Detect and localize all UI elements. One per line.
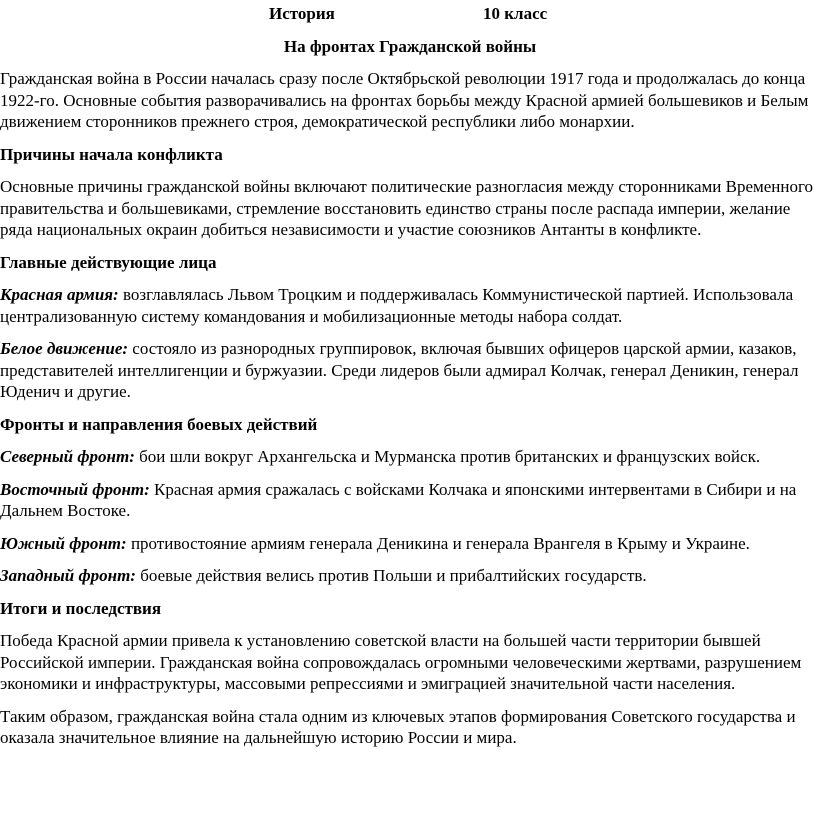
fronts-heading: Фронты и направления боевых действий	[0, 414, 318, 434]
grade-label: 10 класс	[483, 4, 548, 23]
actor-term: Красная армия:	[0, 285, 119, 304]
front-eastern	[0, 479, 816, 522]
causes-heading: Причины начала конфликта	[0, 144, 223, 164]
front-description: бои шли вокруг Архангельска и Мурманска против британских и французских войск.	[134, 447, 761, 466]
front-northern	[0, 446, 816, 468]
actor-white-movement	[0, 338, 816, 403]
actor-description: состояло из разнородных группировок, включая бывших офицеров царской армии, казаков, представителей интеллигенции и буржуазии. Среди лидеров были адмирал Колчак, генерал Деникин, генерал Юденич и другие.	[0, 339, 799, 401]
results-heading: Итоги и последствия	[0, 598, 162, 618]
causes-paragraph: Основные причины гражданской войны включают политические разногласия между сторонниками Временного правительства и большевиками, стремление восстановить единство страны после распада империи, желание ряда национальных окраин добиться независимости и участие союзников Антанты в конфликте.	[0, 177, 814, 239]
actor-red-army	[0, 284, 816, 327]
actors-heading: Главные действующие лица	[0, 252, 217, 272]
front-term: Северный фронт:	[0, 447, 135, 466]
subject-label: История	[269, 4, 335, 23]
front-term: Южный фронт:	[0, 533, 127, 553]
document-body	[0, 68, 816, 760]
front-description: противостояние армиям генерала Деникина и генерала Врангеля в Крыму и Украине.	[126, 533, 750, 553]
front-term: Западный фронт:	[0, 566, 136, 585]
front-term: Восточный фронт:	[0, 479, 150, 499]
actor-term: Белое движение:	[0, 339, 129, 358]
front-description: Красная армия сражалась с войсками Колчака и японскими интервентами в Сибири и на Дальнем Востоке.	[0, 479, 797, 520]
front-western	[0, 565, 816, 587]
results-paragraph: Победа Красной армии привела к установлению советской власти на большей части территории бывшей Российской империи. Гражданская война сопровождалась огромными человеческими жертвами, разрушением экономики и инфраструктуры, массовыми репрессиями и эмиграцией значительной части населения.	[0, 631, 802, 693]
front-description: боевые действия велись против Польши и прибалтийских государств.	[135, 566, 647, 585]
actor-description: возглавлялась Львом Троцким и поддерживалась Коммунистической партией. Использовала централизованную систему командования и мобилизационные методы набора солдат.	[0, 285, 794, 326]
page-title: На фронтах Гражданской войны	[283, 37, 537, 56]
conclusion-paragraph: Таким образом, гражданская война стала одним из ключевых этапов формирования Советского государства и оказала значительное влияние на дальнейшую историю России и мира.	[0, 706, 796, 747]
front-southern	[0, 533, 816, 555]
document-header	[0, 3, 816, 25]
intro-paragraph: Гражданская война в России началась сразу после Октябрьской революции 1917 года и продолжалась до конца 1922-го. Основные события разворачивались на фронтах борьбы между Красной армией большевиков и Белым движением сторонников прежнего строя, демократической республики либо монархии.	[0, 69, 809, 131]
